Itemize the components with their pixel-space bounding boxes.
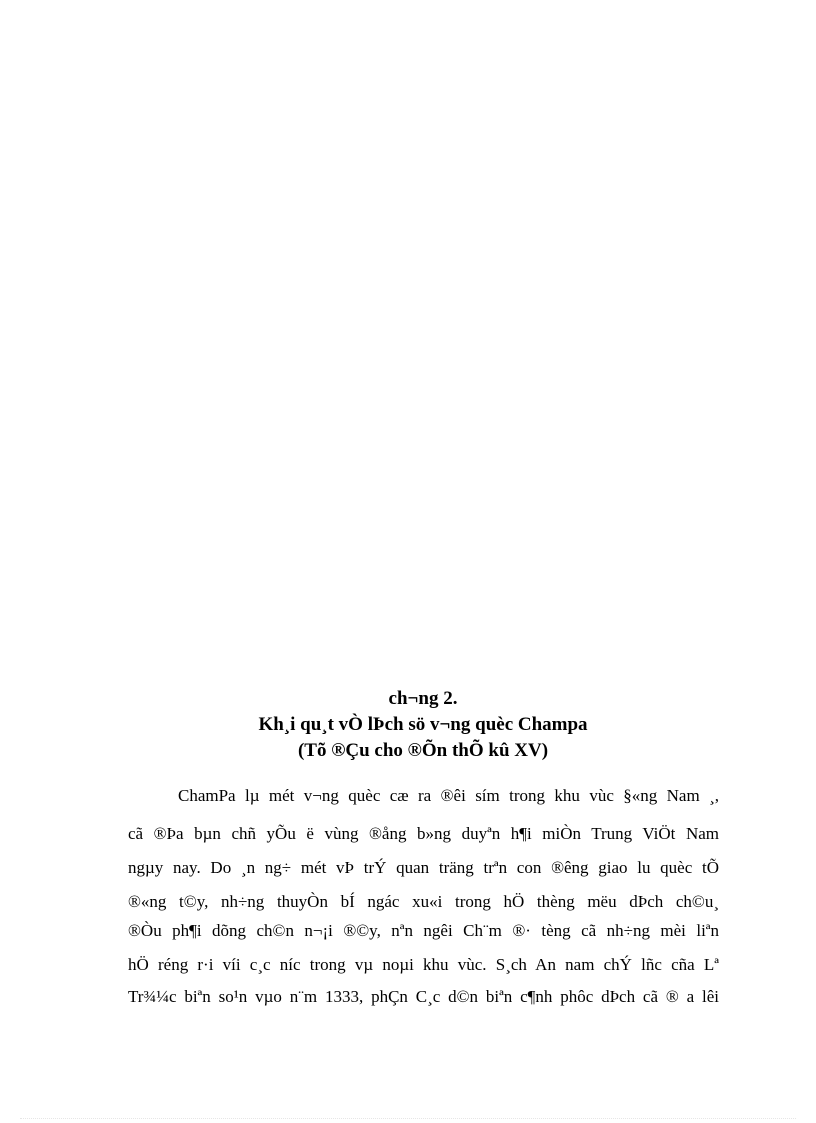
paragraph-line: ChamPa lµ mét v¬ng quèc cæ ra ®êi sím trong khu vùc §«ng Nam ¸, [178,786,719,805]
paragraph-line: Tr¾¼c biªn so¹n vµo n¨m 1333, phÇn C¸c d©n biªn c¶nh phôc dÞch cã ® a lêi [128,987,719,1006]
paragraph-line: ®Òu ph¶i dõng ch©n n¬¡i ®©y, nªn ngêi Ch¨m ®· tèng cã nh÷ng mèi liªn [128,921,719,940]
paragraph-line: cã ®Þa bµn chñ yÕu ë vùng ®ång b»ng duyªn h¶i miÒn Trung ViÖt Nam [128,824,719,843]
footer-divider [20,1118,796,1119]
paragraph-line: ngµy nay. Do ¸n ng÷ mét vÞ trÝ quan träng trªn con ®êng giao lu quèc tÕ [128,858,719,877]
paragraph-line: hÖ réng r·i víi c¸c níc trong vµ noµi khu vùc. S¸ch An nam chÝ lñc cña Lª [128,955,719,974]
chapter-title: Kh¸i qu¸t vÒ lÞch sö v¬ng quèc Champa [258,714,588,735]
chapter-period: (Tõ ®Çu cho ®Õn thÕ kû XV) [297,740,549,761]
chapter-heading [0,686,816,764]
paragraph-line: ®«ng t©y, nh÷ng thuyÒn bÍ ngác xu«i trong hÖ thèng mëu dÞch ch©u¸ [128,892,719,911]
chapter-number: ch¬ng 2. [388,688,458,709]
